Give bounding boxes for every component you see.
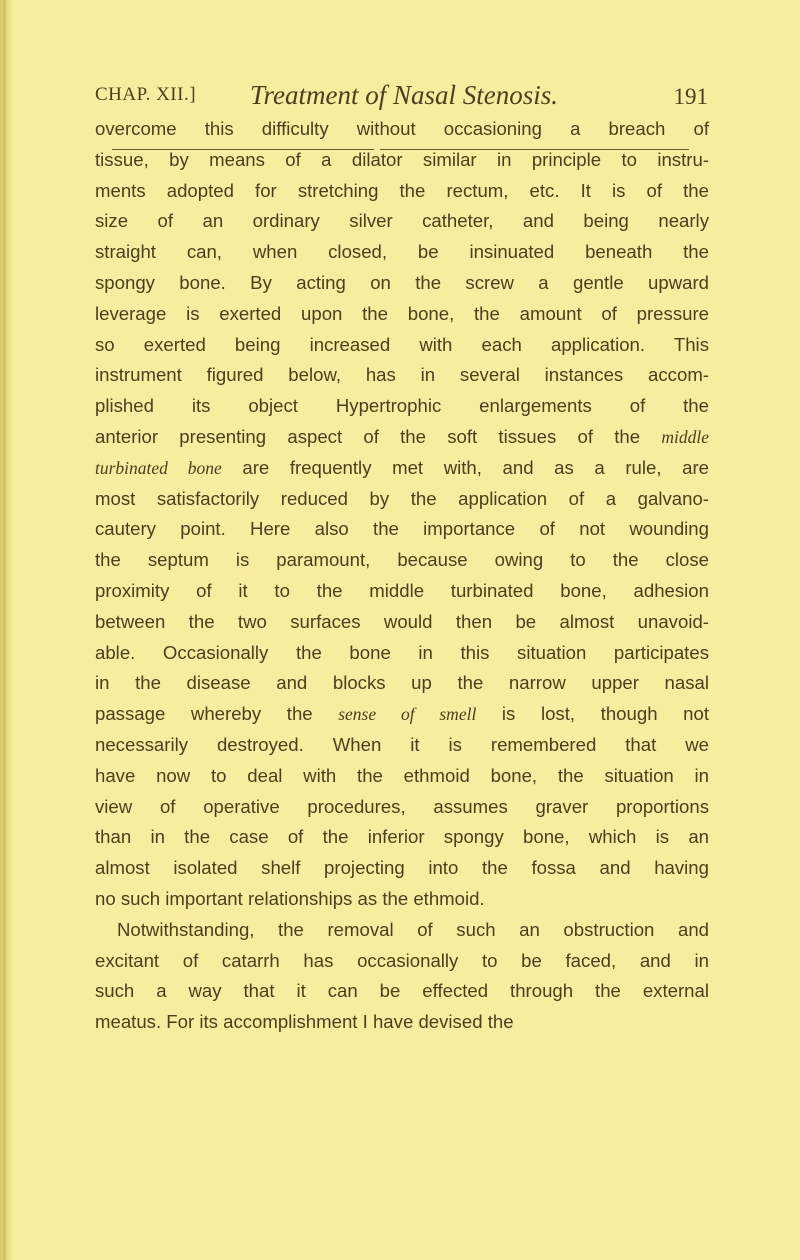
text-segment: between the two surfaces would then be almost unavoid- bbox=[95, 610, 709, 632]
text-segment: necessarily destroyed. When it is remembered that we bbox=[95, 733, 709, 755]
text-line bbox=[95, 206, 709, 237]
text-line bbox=[95, 792, 709, 823]
text-line bbox=[95, 576, 709, 607]
text-segment: straight can, when closed, be insinuated beneath the bbox=[95, 241, 709, 263]
text-segment: anterior presenting aspect of the soft tissues of the bbox=[95, 425, 662, 447]
text-line bbox=[95, 514, 709, 545]
text-segment: Notwithstanding, the removal of such an obstruction and bbox=[117, 918, 709, 940]
text-segment: no such important relationships as the ethmoid. bbox=[95, 887, 485, 909]
italic-phrase: turbinated bone bbox=[95, 457, 222, 478]
text-segment: overcome this difficulty without occasioning a breach of bbox=[95, 118, 709, 139]
text-line bbox=[95, 699, 709, 730]
text-segment: size of an ordinary silver catheter, and being nearly bbox=[95, 210, 709, 232]
text-segment: have now to deal with the ethmoid bone, the situation in bbox=[95, 764, 709, 786]
body-text bbox=[95, 114, 709, 1038]
text-segment: passage whereby the bbox=[95, 703, 339, 725]
chapter-label: CHAP. XII.] bbox=[95, 84, 197, 105]
text-segment: spongy bone. By acting on the screw a gentle upward bbox=[95, 271, 709, 293]
text-segment: view of operative procedures, assumes graver proportions bbox=[95, 795, 709, 817]
text-line bbox=[95, 1007, 709, 1038]
text-line bbox=[95, 114, 709, 145]
text-segment: tissue, by means of a dilator similar in principle to instru- bbox=[95, 148, 709, 170]
text-segment: are frequently met with, and as a rule, are bbox=[221, 456, 709, 478]
text-segment: able. Occasionally the bone in this situation participates bbox=[95, 641, 709, 663]
text-segment: meatus. For its accomplishment I have devised the bbox=[95, 1011, 514, 1033]
text-segment: so exerted being increased with each application. This bbox=[95, 333, 709, 355]
text-line bbox=[95, 360, 709, 391]
text-segment: most satisfactorily reduced by the application of a galvano- bbox=[95, 487, 709, 509]
text-line bbox=[95, 607, 709, 638]
text-segment: ments adopted for stretching the rectum, etc. It is of the bbox=[95, 179, 709, 201]
text-segment: than in the case of the inferior spongy bone, which is an bbox=[95, 826, 709, 848]
text-line bbox=[95, 299, 709, 330]
text-line bbox=[95, 884, 709, 915]
text-line bbox=[95, 330, 709, 361]
text-segment: such a way that it can be effected through the external bbox=[95, 980, 709, 1002]
page-title: Treatment of Nasal Stenosis. bbox=[250, 80, 559, 110]
text-line bbox=[95, 145, 709, 176]
text-segment: almost isolated shelf projecting into the fossa and having bbox=[95, 857, 709, 879]
text-line bbox=[95, 668, 709, 699]
text-segment: plished its object Hypertrophic enlargements of the bbox=[95, 395, 709, 417]
text-segment: in the disease and blocks up the narrow upper nasal bbox=[95, 672, 709, 694]
text-line bbox=[95, 545, 709, 576]
text-line bbox=[95, 176, 709, 207]
text-segment: proximity of it to the middle turbinated bone, adhesion bbox=[95, 579, 709, 601]
text-line bbox=[95, 915, 709, 946]
text-segment: excitant of catarrh has occasionally to be faced, and in bbox=[95, 949, 709, 971]
text-line bbox=[95, 453, 709, 484]
text-line bbox=[95, 976, 709, 1007]
text-line bbox=[95, 237, 709, 268]
text-segment: instrument figured below, has in several instances accom- bbox=[95, 364, 709, 386]
text-line bbox=[95, 484, 709, 515]
text-line bbox=[95, 391, 709, 422]
text-segment: the septum is paramount, because owing to the close bbox=[95, 549, 709, 571]
text-line bbox=[95, 422, 709, 453]
running-header bbox=[95, 80, 708, 114]
text-line bbox=[95, 761, 709, 792]
text-segment: cautery point. Here also the importance of not wounding bbox=[95, 518, 709, 540]
page-binding-shadow bbox=[3, 0, 6, 1260]
page-number: 191 bbox=[673, 84, 708, 109]
text-line bbox=[95, 730, 709, 761]
text-line bbox=[95, 946, 709, 977]
text-line bbox=[95, 853, 709, 884]
italic-phrase: middle bbox=[661, 426, 709, 447]
text-line bbox=[95, 822, 709, 853]
text-line bbox=[95, 268, 709, 299]
italic-phrase: sense of smell bbox=[338, 704, 477, 725]
text-segment: is lost, though not bbox=[476, 703, 709, 725]
text-line bbox=[95, 638, 709, 669]
text-segment: leverage is exerted upon the bone, the amount of pressure bbox=[95, 302, 709, 324]
